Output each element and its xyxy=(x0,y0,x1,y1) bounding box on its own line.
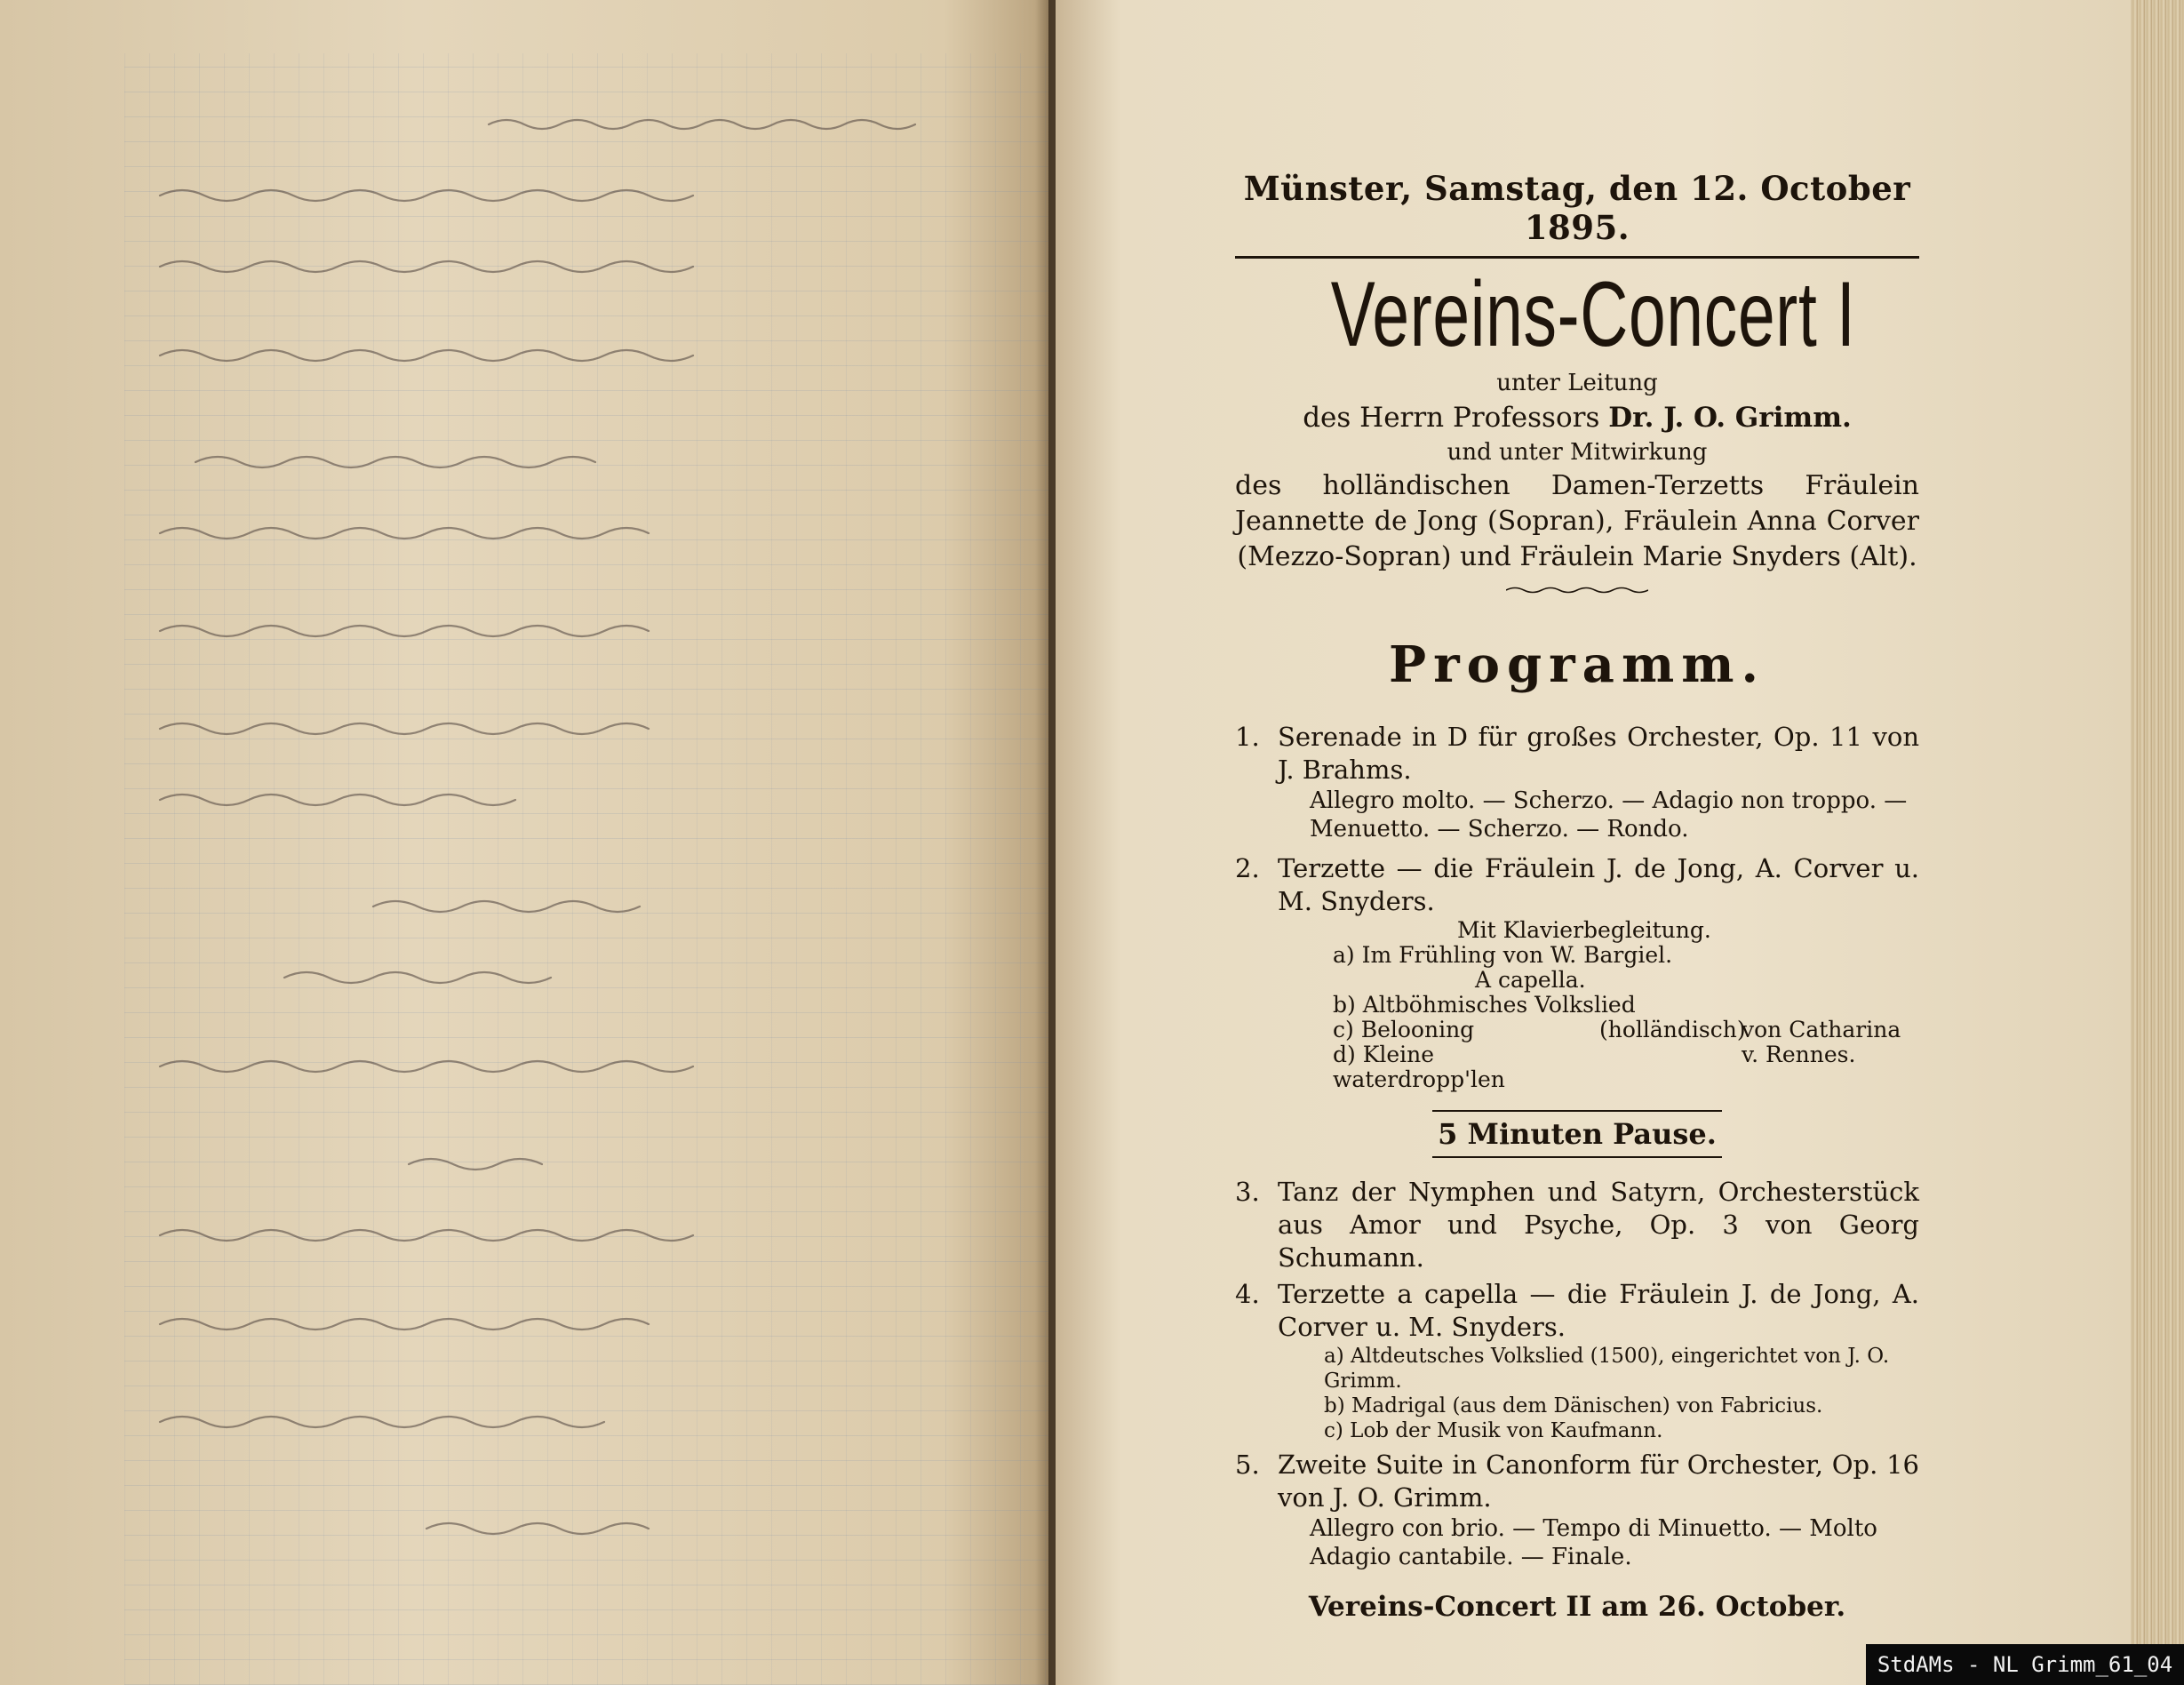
item-number: 2. xyxy=(1235,853,1260,883)
page-edges xyxy=(2131,0,2184,1685)
item2-note1: Mit Klavierbegleitung. xyxy=(1457,917,1711,943)
item2-brace: (holländisch) xyxy=(1599,1017,1746,1042)
item2-c: c) Belooning xyxy=(1333,1017,1475,1042)
item4-a: a) Altdeutsches Volkslied (1500), eingerichtet von J. O. Grimm. xyxy=(1324,1345,1890,1393)
item-text: Terzette — die Fräulein J. de Jong, A. Corver u. M. Snyders. xyxy=(1278,853,1919,916)
item-text: Tanz der Nymphen und Satyrn, Orchesterstück aus Amor und Psyche, Op. 3 von Georg Schumann. xyxy=(1278,1177,1919,1273)
item4-b: b) Madrigal (aus dem Dänischen) von Fabricius. xyxy=(1324,1394,1823,1417)
intermission xyxy=(1235,1110,1919,1158)
program-item xyxy=(1235,721,1919,787)
item-number: 3. xyxy=(1235,1177,1260,1207)
conductor-prefix: des Herrn Professors xyxy=(1303,402,1600,434)
item-number: 1. xyxy=(1235,722,1260,752)
pause-text: 5 Minuten Pause. xyxy=(1432,1110,1722,1158)
item2-row-c xyxy=(1333,1018,1919,1042)
soloists-text: des holländischen Damen-Terzetts Fräulein Jeannette de Jong (Sopran), Fräulein Anna Corver (Mezzo-Sopran) und Fräulein Marie Snyders (Alt). xyxy=(1235,470,1919,572)
archive-label: StdAMs - NL Grimm_61_04 xyxy=(1866,1644,2184,1685)
program-item xyxy=(1235,1278,1919,1344)
next-concert-note: Vereins-Concert II am 26. October. xyxy=(1308,1591,1846,1623)
concert-title: Vereins-Concert I xyxy=(1330,263,1856,366)
item-number: 5. xyxy=(1235,1449,1260,1480)
item2-b: b) Altböhmisches Volkslied xyxy=(1333,992,1636,1018)
item2-row-d xyxy=(1333,1042,1919,1092)
lead-under-direction: unter Leitung xyxy=(1496,370,1658,396)
item2-a: a) Im Frühling von W. Bargiel. xyxy=(1333,942,1673,968)
item4-details xyxy=(1324,1344,1919,1443)
item-number: 4. xyxy=(1235,1279,1260,1309)
program-item xyxy=(1235,1176,1919,1274)
program-item xyxy=(1235,1449,1919,1514)
item2-composer-b: v. Rennes. xyxy=(1742,1042,1856,1067)
item-text: Serenade in D für großes Orchester, Op. 11 von J. Brahms. xyxy=(1278,722,1919,785)
program-item xyxy=(1235,852,1919,918)
left-page-handwritten-notes xyxy=(0,0,1048,1685)
item5-movements: Allegro con brio. — Tempo di Minuetto. — Molto Adagio cantabile. — Finale. xyxy=(1310,1515,1877,1570)
dateline: Münster, Samstag, den 12. October 1895. xyxy=(1235,169,1919,259)
program-heading: Programm. xyxy=(1389,635,1766,694)
item2-details xyxy=(1333,918,1919,1092)
conductor-name: Dr. J. O. Grimm. xyxy=(1608,402,1852,434)
item-text: Zweite Suite in Canonform für Orchester, Op. 16 von J. O. Grimm. xyxy=(1278,1449,1919,1513)
item1-movements: Allegro molto. — Scherzo. — Adagio non troppo. — Menuetto. — Scherzo. — Rondo. xyxy=(1310,787,1908,842)
item2-composer-a: von Catharina xyxy=(1742,1017,1901,1042)
faded-handwriting xyxy=(107,89,1031,1600)
conductor-line xyxy=(1235,399,1919,436)
flourish-divider xyxy=(1506,586,1648,595)
concert-program xyxy=(1235,169,1919,1623)
lead-participation: und unter Mitwirkung xyxy=(1447,439,1708,466)
item2-note2: A capella. xyxy=(1475,967,1586,993)
item2-d: d) Kleine waterdropp'len xyxy=(1333,1042,1505,1092)
item4-c: c) Lob der Musik von Kaufmann. xyxy=(1324,1419,1663,1442)
item-text: Terzette a capella — die Fräulein J. de Jong, A. Corver u. M. Snyders. xyxy=(1278,1279,1919,1342)
